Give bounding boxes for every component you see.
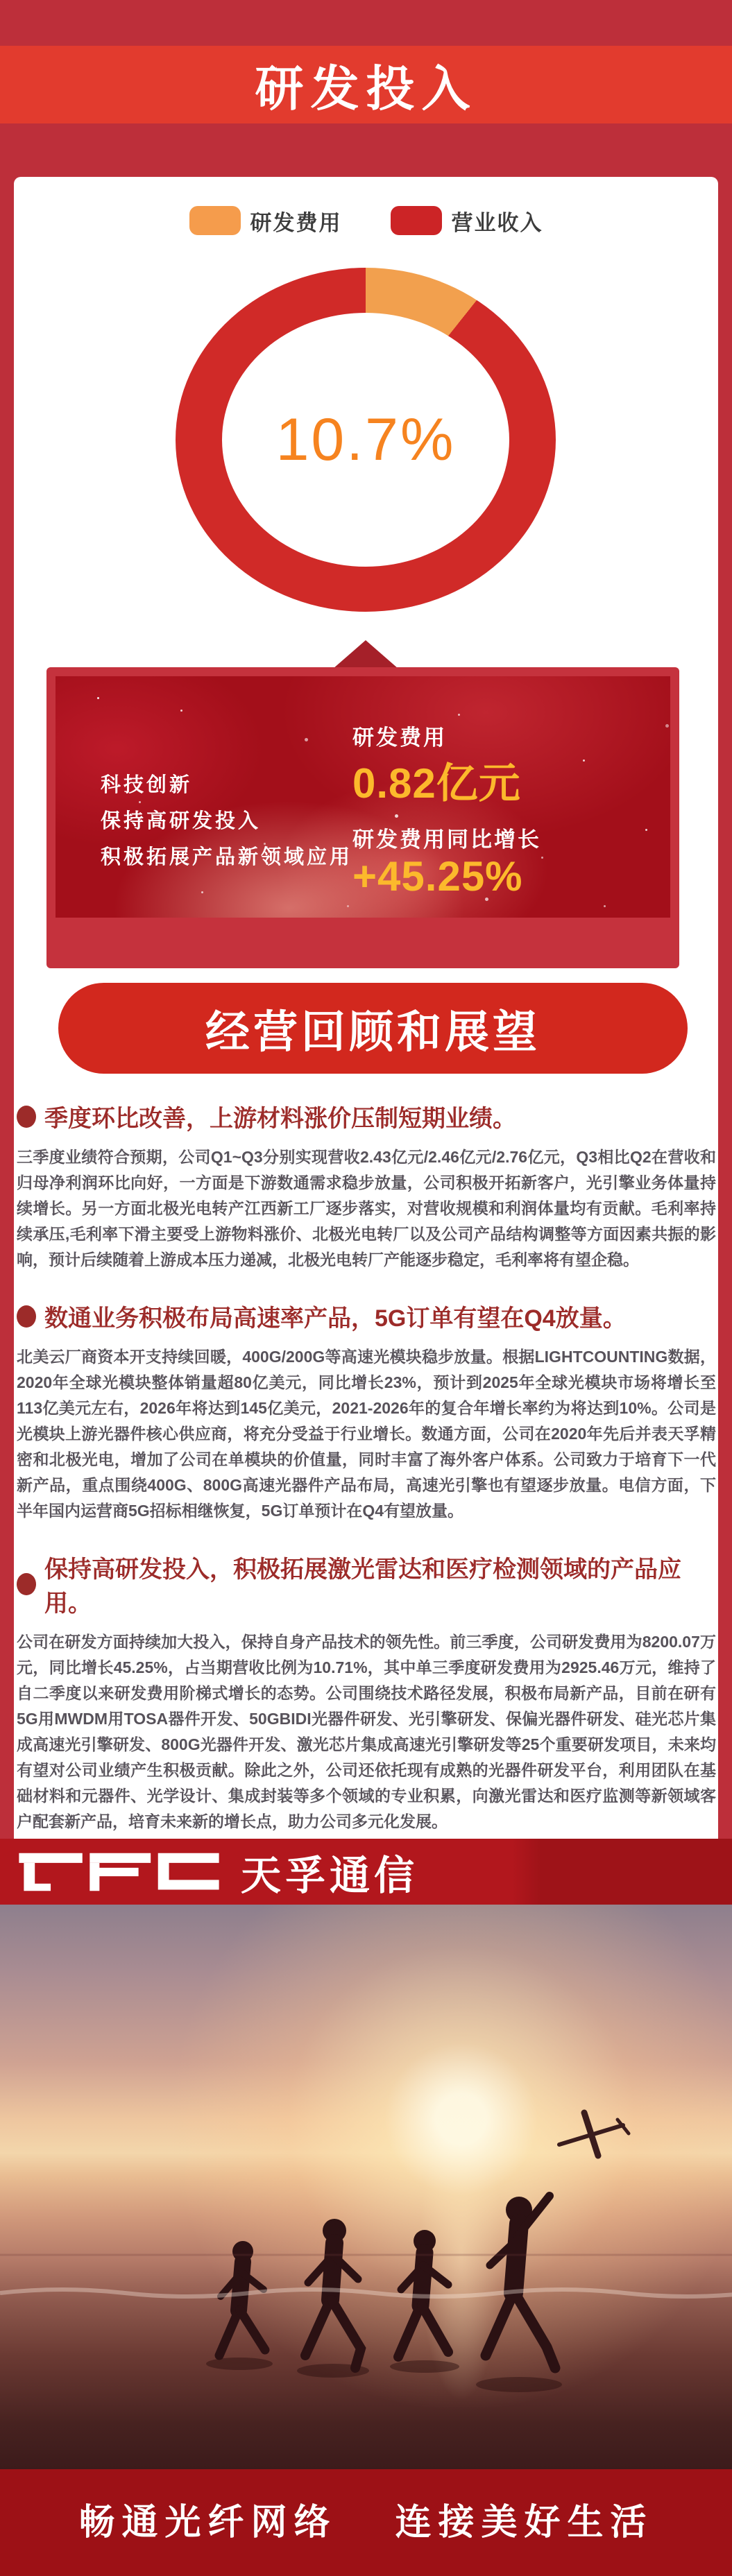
star-dots — [97, 697, 99, 699]
section-heading-1-text: 季度环比改善，上游材料涨价压制短期业绩。 — [44, 1106, 516, 1132]
children-silhouettes — [0, 1905, 732, 2469]
tfc-logo — [17, 1843, 418, 1901]
tfc-logo-name: 天孚通信 — [241, 1853, 419, 1898]
highlight-points — [101, 767, 352, 875]
slogan-band — [0, 2469, 732, 2576]
section-heading-3-text: 保持高研发投入，积极拓展激光雷达和医疗检测领域的产品应用。 — [44, 1556, 681, 1617]
legend-item-revenue — [391, 205, 543, 237]
tfc-logo-glyphs — [17, 1852, 225, 1892]
highlight-point: 科技创新 — [101, 774, 193, 796]
callout-pointer — [333, 640, 398, 669]
page-title: 研发投入 — [255, 61, 477, 116]
donut-chart-hole — [222, 313, 509, 567]
section-body-3: 公司在研发方面持续加大投入，保持自身产品技术的领先性。前三季度，公司研发费用为8200.07万元，同比增长45.25%，占当期营收比例为10.71%，其中单三季度研发费用为2925.46万元，维持了自二季度以来研发费用阶梯式增长的态势。公司围绕技术路径发展，积极布局新产品，目前在研有5G用MWDM用TOSA器件开发、50GBIDI光器件研发、光引擎研发、保偏光器件研发、硅光芯片集成高速光引擎研发、800G光器件开发、激光芯片集成高速光引擎研发等25个重要研发项目，未来均有望对公司业绩产生积极贡献。除此之外，公司还依托现有成熟的光器件研发平台，利用团队在基础材料和元器件、光学设计、集成封装等多个领域的专业积累，向激光雷达和医疗监测等新领域客户配套新产品，培育未来新的增长点，助力公司多元化发展。 — [17, 1633, 716, 1830]
review-banner-title: 经营回顾和展望 — [205, 1006, 541, 1057]
rd-expense-value: 0.82亿元 — [352, 760, 521, 807]
legend-swatch-revenue — [391, 206, 442, 235]
beach-photo — [0, 1905, 732, 2469]
section-heading-2 — [17, 1299, 716, 1333]
slogan-right: 连接美好生活 — [395, 2502, 654, 2543]
rd-growth-label: 研发费用同比增长 — [352, 827, 541, 852]
section-body-2: 北美云厂商资本开支持续回暖，400G/200G等高速光模块稳步放量。根据LIGHTCOUNTING数据，2020年全球光模块整体销量超80亿美元，同比增长23%，预计到2025年全球光模块市场将增长至113亿美元左右，2026年将达到145亿美元，2021-2026年的复合年增长率约为将达到10%。公司是光模块上游光器件核心供应商，将充分受益于行业增长。数通方面，公司在2020年先后并表天孚精密和北极光电，增加了公司在单模块的价值量，同时丰富了海外客户体系。公司致力于培育下一代新产品，重点围绕400G、800G高速光器件产品布局，高速光引擎也有望逐步放量。电信方面，下半年国内运营商5G招标相继恢复，5G订单预计在Q4有望放量。 — [17, 1348, 716, 1520]
review-content — [17, 1099, 716, 1861]
legend-label-revenue: 营业收入 — [451, 210, 543, 235]
section-heading-1 — [17, 1099, 716, 1133]
donut-chart — [176, 268, 556, 612]
legend-swatch-rd-expense — [189, 206, 241, 235]
legend-item-rd-expense — [189, 205, 342, 237]
review-banner — [58, 983, 688, 1074]
section-heading-2-text: 数通业务积极布局高速率产品，5G订单有望在Q4放量。 — [44, 1305, 627, 1332]
rd-expense-label: 研发费用 — [352, 725, 447, 750]
chart-legend — [0, 205, 732, 237]
donut-center-value: 10.7% — [275, 406, 456, 473]
legend-label-rd-expense: 研发费用 — [250, 210, 342, 235]
section-body-1: 三季度业绩符合预期，公司Q1~Q3分别实现营收2.43亿元/2.46亿元/2.76亿元，Q3相比Q2在营收和归母净利润环比向好，一方面是下游数通需求稳步放量，公司积极开拓新客户，光引擎业务体量持续增长。另一方面北极光电转产江西新工厂逐步落实，对营收规模和利润体量均有贡献。毛利率持续承压,毛利率下滑主要受上游物料涨价、北极光电转厂以及公司产品结构调整等方面因素共振的影响，预计后续随着上游成本压力递减，北极光电转厂产能逐步稳定，毛利率将有望企稳。 — [17, 1148, 716, 1269]
logo-band — [0, 1839, 732, 1905]
highlight-stats — [352, 720, 541, 900]
slogan-left: 畅通光纤网络 — [78, 2502, 337, 2543]
rd-growth-value: +45.25% — [352, 853, 523, 900]
highlight-point: 保持高研发投入 — [101, 810, 262, 832]
section-heading-3 — [17, 1550, 716, 1618]
highlight-point: 积极拓展产品新领域应用 — [101, 846, 353, 868]
header-title-band — [0, 46, 732, 123]
